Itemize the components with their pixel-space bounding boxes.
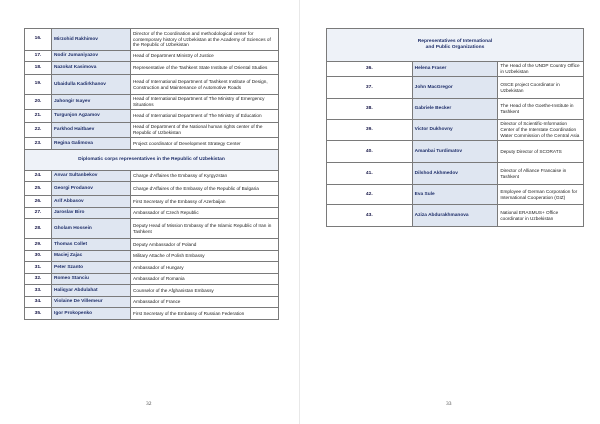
section-title-international [327,29,584,62]
participant-name: Peter Szanto [52,262,131,274]
table-row [25,262,279,274]
section-title-line2: and Public Organizations [425,45,485,50]
participant-position: Head of Department of the National human rights center of the Republic of Uzbekistan [131,123,279,138]
participant-name: Haliqyar Abdulahat [52,285,131,297]
row-number: 18. [25,62,52,75]
participant-name: Turgunjon Agzamov [52,110,131,123]
row-number: 17. [25,51,52,62]
participant-position: Head of International Department of The Ministry of Education [131,110,279,123]
row-number: 41. [327,163,413,185]
row-number: 36. [327,62,413,77]
table-row [25,219,279,239]
table-row [25,239,279,251]
row-number: 38. [327,99,413,120]
table-row [25,208,279,219]
row-number: 39. [327,120,413,141]
participant-name: Anvar Sultanbekov [52,171,131,182]
page-number-left: 32 [146,401,152,407]
table-row [25,62,279,75]
participant-position: Ambassador of Czech Republic [131,208,279,219]
table-row [327,163,584,185]
table-row [25,29,279,51]
participant-position: Charge d'Affaires the Embassy of Kyrgyzstan [131,171,279,182]
participant-position: Director of Scientific-Information Center of the Interstate Coordination Water Commission of the Central Asia [498,120,584,141]
participant-name: Violaine De Villemeur [52,297,131,308]
section-title-diplomatic: Diplomatic corps representatives in the Republic of Uzbekistan [25,150,279,171]
participant-name: Jahongir Isayev [52,95,131,110]
table-row [25,110,279,123]
participant-position: Ambassador of Romania [131,274,279,285]
participant-position: Ambassador of Hungary [131,262,279,274]
table-row [327,205,584,227]
table-row [327,141,584,163]
participant-position: Head of International Department of Tashkent Institute of Design, Construction and Maintenance of Automotive Roads [131,75,279,95]
participant-position: Military Attache of Polish Embassy [131,251,279,262]
table-row [25,138,279,150]
participants-table-left [24,28,279,320]
row-number: 21. [25,110,52,123]
table-row [25,274,279,285]
participant-position: Deputy Ambassador of Poland [131,239,279,251]
page-number-right: 33 [446,401,452,407]
row-number: 26. [25,196,52,208]
table-row [25,95,279,110]
row-number: 34. [25,297,52,308]
participant-name: Nodir Jumaniyazov [52,51,131,62]
table-row [25,182,279,196]
section-title-line1: Representatives of International [417,38,493,44]
participant-name: Jaroslav Biro [52,208,131,219]
table-row [327,185,584,205]
participant-name: Romeo Stanciu [52,274,131,285]
participant-name: Maciej Zajac [52,251,131,262]
row-number: 32. [25,274,52,285]
participant-position: Ambassador of France [131,297,279,308]
table-row [25,75,279,95]
participant-position: Director of the Coordination and methodological center for contemporary history of Uzbekistan at the Academy of Sciences of the Republic of Uzbekistan [131,29,279,51]
row-number: 22. [25,123,52,138]
table-row [25,123,279,138]
participant-name: Georgi Prodanov [52,182,131,196]
row-number: 20. [25,95,52,110]
table-row [327,120,584,141]
row-number: 37. [327,77,413,99]
row-number: 23. [25,138,52,150]
participant-position: OSCE project Coordinator in Uzbekistan [498,77,584,99]
participant-name: Ubaidulla Kadirkhanov [52,75,131,95]
participant-position: The Head of the Goethe-Institute in Tashkent [498,99,584,120]
participant-position: Director of Alliance Francaise in Tashkent [498,163,584,185]
row-number: 35. [25,308,52,320]
row-number: 19. [25,75,52,95]
table-row [25,251,279,262]
participant-name: Thomas Collet [52,239,131,251]
row-number: 30. [25,251,52,262]
participant-position: Head of Department Ministry of Justice [131,51,279,62]
row-number: 25. [25,182,52,196]
participant-position: Employee of German Corporation for International Cooperation (GIZ) [498,185,584,205]
participant-name: Gabriele Becker [412,99,498,120]
participant-position: First Secretary of the Embassy of Russian Federation [131,308,279,320]
participant-name: Amanbai Turdimatov [412,141,498,163]
participant-name: Farkhod Haitbaev [52,123,131,138]
row-number: 42. [327,185,413,205]
row-number: 24. [25,171,52,182]
table-row [327,99,584,120]
table-row [327,62,584,77]
participant-position: Representative of the Tashkent State Institute of Oriental Studies [131,62,279,75]
participant-position: The Head of the UNDP Country Office in Uzbekistan [498,62,584,77]
row-number: 16. [25,29,52,51]
participant-name: Eva Sule [412,185,498,205]
table-row [25,308,279,320]
participants-table-right [326,28,584,227]
row-number: 31. [25,262,52,274]
section-row [327,29,584,62]
participant-position: Charge d'Affaires of the Embassy of the Republic of Bulgaria [131,182,279,196]
participant-name: Aziza Abdurakhmanova [412,205,498,227]
row-number: 40. [327,141,413,163]
participant-name: Nazokat Kasimova [52,62,131,75]
table-row [25,171,279,182]
table-row [25,297,279,308]
participant-position: Deputy Head of Mission Embassy of the Islamic Republic of Iran in Tashkent [131,219,279,239]
row-number: 29. [25,239,52,251]
row-number: 43. [327,205,413,227]
participant-position: Head of International Department of The Ministry of Emergency Situations [131,95,279,110]
participant-position: Counselor of the Afghanistan Embassy [131,285,279,297]
table-row [327,77,584,99]
participant-name: Mirzohid Rakhimov [52,29,131,51]
participant-name: Regina Galimova [52,138,131,150]
participant-name: Victor Dukhovny [412,120,498,141]
row-number: 28. [25,219,52,239]
participant-name: Gholam Hossein [52,219,131,239]
participant-position: First Secretary of the Embassy of Azerbaijan [131,196,279,208]
table-row [25,51,279,62]
row-number: 27. [25,208,52,219]
participant-name: Igor Prokopenko [52,308,131,320]
row-number: 33. [25,285,52,297]
participant-name: Arif Abbasov [52,196,131,208]
section-row [25,150,279,171]
table-row [25,196,279,208]
participant-name: John MacGregor [412,77,498,99]
participant-position: Project coordinator of Development Strategy Center [131,138,279,150]
participant-position: Deputy Director of SCORATS [498,141,584,163]
participant-name: Dilshod Akhmedov [412,163,498,185]
participant-name: Helena Fraser [412,62,498,77]
participant-position: National ERASMUS+ Office coordinator in Uzbekistan [498,205,584,227]
table-row [25,285,279,297]
